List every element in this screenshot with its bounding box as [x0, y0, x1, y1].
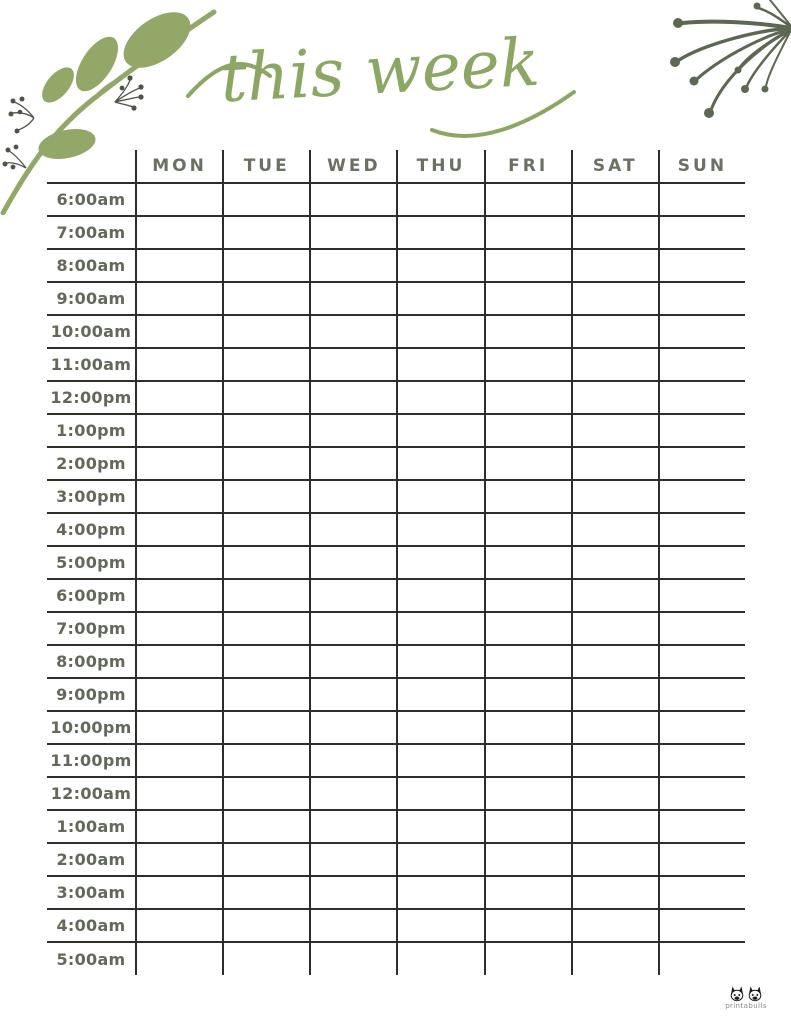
grid-cell-sun — [658, 778, 745, 809]
time-row — [47, 580, 745, 613]
grid-cell-thu — [396, 547, 483, 578]
grid-cell-sat — [571, 217, 658, 248]
grid-cell-sun — [658, 415, 745, 446]
grid-cell-mon — [135, 844, 222, 875]
grid-cell-mon — [135, 547, 222, 578]
grid-cell-sat — [571, 547, 658, 578]
grid-cell-fri — [484, 415, 571, 446]
time-row — [47, 877, 745, 910]
logo-text: printabulls — [725, 1002, 767, 1010]
planner-header-row — [47, 150, 745, 184]
grid-cell-thu — [396, 481, 483, 512]
day-header-sun: SUN — [658, 150, 745, 182]
grid-cell-sat — [571, 613, 658, 644]
grid-cell-fri — [484, 217, 571, 248]
time-row — [47, 646, 745, 679]
grid-cell-tue — [222, 316, 309, 347]
grid-cell-wed — [309, 415, 396, 446]
day-header-fri: FRI — [484, 150, 571, 182]
time-row — [47, 217, 745, 250]
grid-cell-fri — [484, 448, 571, 479]
grid-cell-mon — [135, 514, 222, 545]
grid-cell-mon — [135, 415, 222, 446]
time-label: 10:00pm — [50, 718, 132, 737]
time-label: 7:00pm — [56, 619, 126, 638]
grid-cell-sat — [571, 877, 658, 908]
grid-cell-mon — [135, 811, 222, 842]
grid-cell-tue — [222, 910, 309, 941]
grid-cell-sun — [658, 184, 745, 215]
grid-cell-tue — [222, 580, 309, 611]
grid-cell-sun — [658, 514, 745, 545]
grid-cell-sun — [658, 910, 745, 941]
grid-cell-wed — [309, 250, 396, 281]
grid-cell-fri — [484, 943, 571, 975]
time-label: 8:00am — [56, 256, 126, 275]
grid-cell-fri — [484, 811, 571, 842]
grid-cell-sun — [658, 745, 745, 776]
time-label: 9:00pm — [56, 685, 126, 704]
grid-cell-sun — [658, 943, 745, 975]
time-label: 5:00pm — [56, 553, 126, 572]
grid-cell-fri — [484, 580, 571, 611]
grid-cell-wed — [309, 316, 396, 347]
grid-cell-sun — [658, 712, 745, 743]
grid-cell-thu — [396, 613, 483, 644]
time-row — [47, 712, 745, 745]
grid-cell-mon — [135, 745, 222, 776]
grid-cell-wed — [309, 481, 396, 512]
time-label: 7:00am — [56, 223, 126, 242]
grid-cell-thu — [396, 877, 483, 908]
grid-cell-sat — [571, 514, 658, 545]
grid-cell-tue — [222, 613, 309, 644]
page-title-block — [180, 22, 580, 152]
grid-cell-mon — [135, 481, 222, 512]
grid-cell-tue — [222, 283, 309, 314]
grid-cell-thu — [396, 415, 483, 446]
grid-cell-thu — [396, 679, 483, 710]
grid-cell-tue — [222, 349, 309, 380]
time-row — [47, 811, 745, 844]
grid-cell-thu — [396, 448, 483, 479]
grid-cell-tue — [222, 184, 309, 215]
grid-cell-sun — [658, 877, 745, 908]
berry-twig-icon — [641, 0, 791, 130]
grid-cell-wed — [309, 613, 396, 644]
time-row — [47, 184, 745, 217]
grid-cell-wed — [309, 745, 396, 776]
page-title: this week — [218, 23, 542, 118]
grid-cell-mon — [135, 217, 222, 248]
grid-cell-wed — [309, 943, 396, 975]
time-label: 3:00pm — [56, 487, 126, 506]
grid-cell-sun — [658, 283, 745, 314]
grid-cell-sun — [658, 481, 745, 512]
grid-cell-sun — [658, 382, 745, 413]
grid-cell-mon — [135, 943, 222, 975]
time-row — [47, 448, 745, 481]
time-label: 1:00am — [56, 817, 126, 836]
grid-cell-wed — [309, 679, 396, 710]
grid-cell-sat — [571, 316, 658, 347]
grid-cell-fri — [484, 184, 571, 215]
grid-cell-wed — [309, 844, 396, 875]
grid-cell-wed — [309, 580, 396, 611]
time-row — [47, 316, 745, 349]
time-label: 11:00am — [50, 355, 132, 374]
grid-cell-sat — [571, 679, 658, 710]
grid-cell-sat — [571, 712, 658, 743]
grid-cell-sun — [658, 448, 745, 479]
grid-cell-wed — [309, 382, 396, 413]
grid-cell-mon — [135, 712, 222, 743]
grid-cell-thu — [396, 250, 483, 281]
time-row — [47, 349, 745, 382]
grid-cell-wed — [309, 547, 396, 578]
time-label: 8:00pm — [56, 652, 126, 671]
time-label: 3:00am — [56, 883, 126, 902]
grid-cell-sun — [658, 547, 745, 578]
grid-cell-sun — [658, 316, 745, 347]
grid-cell-tue — [222, 943, 309, 975]
time-label: 11:00pm — [50, 751, 132, 770]
grid-cell-mon — [135, 646, 222, 677]
grid-cell-thu — [396, 184, 483, 215]
grid-cell-fri — [484, 382, 571, 413]
grid-cell-wed — [309, 778, 396, 809]
time-label: 12:00pm — [50, 388, 132, 407]
grid-cell-sun — [658, 250, 745, 281]
time-label: 12:00am — [50, 784, 132, 803]
grid-cell-wed — [309, 184, 396, 215]
time-label: 10:00am — [50, 322, 132, 341]
grid-cell-fri — [484, 646, 571, 677]
time-row — [47, 382, 745, 415]
grid-cell-mon — [135, 679, 222, 710]
grid-cell-thu — [396, 844, 483, 875]
grid-cell-sat — [571, 349, 658, 380]
time-row — [47, 415, 745, 448]
grid-cell-wed — [309, 349, 396, 380]
grid-cell-thu — [396, 580, 483, 611]
grid-cell-wed — [309, 448, 396, 479]
grid-cell-wed — [309, 712, 396, 743]
time-row — [47, 943, 745, 975]
grid-cell-wed — [309, 283, 396, 314]
grid-cell-fri — [484, 250, 571, 281]
grid-cell-sat — [571, 448, 658, 479]
grid-cell-sun — [658, 646, 745, 677]
time-row — [47, 547, 745, 580]
grid-cell-sat — [571, 943, 658, 975]
grid-cell-wed — [309, 877, 396, 908]
grid-cell-tue — [222, 811, 309, 842]
time-label: 2:00pm — [56, 454, 126, 473]
time-row — [47, 514, 745, 547]
grid-cell-mon — [135, 580, 222, 611]
grid-cell-sat — [571, 415, 658, 446]
grid-cell-sun — [658, 580, 745, 611]
grid-cell-fri — [484, 547, 571, 578]
grid-cell-fri — [484, 844, 571, 875]
grid-cell-sat — [571, 481, 658, 512]
grid-cell-fri — [484, 349, 571, 380]
grid-cell-mon — [135, 448, 222, 479]
grid-cell-fri — [484, 316, 571, 347]
grid-cell-wed — [309, 811, 396, 842]
grid-cell-tue — [222, 745, 309, 776]
grid-cell-thu — [396, 514, 483, 545]
grid-cell-tue — [222, 382, 309, 413]
grid-cell-thu — [396, 778, 483, 809]
bulldogs-icon — [728, 986, 764, 1002]
time-label: 6:00am — [56, 190, 126, 209]
time-row — [47, 844, 745, 877]
grid-cell-sun — [658, 613, 745, 644]
grid-cell-fri — [484, 877, 571, 908]
grid-cell-mon — [135, 382, 222, 413]
grid-cell-fri — [484, 613, 571, 644]
grid-cell-tue — [222, 217, 309, 248]
planner-body — [47, 184, 745, 975]
grid-cell-thu — [396, 283, 483, 314]
grid-cell-mon — [135, 184, 222, 215]
grid-cell-sat — [571, 184, 658, 215]
grid-cell-tue — [222, 250, 309, 281]
grid-cell-mon — [135, 283, 222, 314]
grid-cell-sat — [571, 910, 658, 941]
grid-cell-wed — [309, 514, 396, 545]
grid-cell-fri — [484, 283, 571, 314]
grid-cell-tue — [222, 712, 309, 743]
time-row — [47, 679, 745, 712]
grid-cell-sat — [571, 382, 658, 413]
grid-cell-tue — [222, 448, 309, 479]
grid-cell-sat — [571, 580, 658, 611]
time-row — [47, 745, 745, 778]
grid-cell-wed — [309, 646, 396, 677]
grid-cell-sat — [571, 646, 658, 677]
grid-cell-tue — [222, 844, 309, 875]
grid-cell-thu — [396, 349, 483, 380]
time-label: 4:00am — [56, 916, 126, 935]
grid-cell-thu — [396, 712, 483, 743]
grid-cell-fri — [484, 745, 571, 776]
time-row — [47, 481, 745, 514]
grid-cell-sat — [571, 745, 658, 776]
planner-corner-cell — [47, 150, 135, 182]
grid-cell-sun — [658, 811, 745, 842]
grid-cell-mon — [135, 250, 222, 281]
time-label: 5:00am — [56, 949, 126, 969]
day-header-thu: THU — [396, 150, 483, 182]
grid-cell-thu — [396, 217, 483, 248]
grid-cell-thu — [396, 811, 483, 842]
grid-cell-sun — [658, 679, 745, 710]
grid-cell-fri — [484, 514, 571, 545]
time-row — [47, 613, 745, 646]
grid-cell-tue — [222, 646, 309, 677]
grid-cell-tue — [222, 679, 309, 710]
grid-cell-sat — [571, 283, 658, 314]
grid-cell-mon — [135, 910, 222, 941]
grid-cell-tue — [222, 514, 309, 545]
time-label: 2:00am — [56, 850, 126, 869]
grid-cell-thu — [396, 646, 483, 677]
grid-cell-fri — [484, 712, 571, 743]
grid-cell-mon — [135, 316, 222, 347]
grid-cell-thu — [396, 382, 483, 413]
grid-cell-tue — [222, 547, 309, 578]
grid-cell-sun — [658, 844, 745, 875]
time-row — [47, 910, 745, 943]
time-label: 4:00pm — [56, 520, 126, 539]
day-header-sat: SAT — [571, 150, 658, 182]
grid-cell-wed — [309, 910, 396, 941]
grid-cell-fri — [484, 679, 571, 710]
day-header-mon: MON — [135, 150, 222, 182]
grid-cell-thu — [396, 745, 483, 776]
day-header-tue: TUE — [222, 150, 309, 182]
grid-cell-thu — [396, 910, 483, 941]
time-row — [47, 250, 745, 283]
time-row — [47, 778, 745, 811]
grid-cell-mon — [135, 349, 222, 380]
time-label: 1:00pm — [56, 421, 126, 440]
grid-cell-thu — [396, 316, 483, 347]
time-label: 6:00pm — [56, 586, 126, 605]
printabulls-logo — [719, 986, 773, 1012]
grid-cell-sat — [571, 778, 658, 809]
grid-cell-wed — [309, 217, 396, 248]
grid-cell-mon — [135, 877, 222, 908]
grid-cell-tue — [222, 481, 309, 512]
grid-cell-fri — [484, 778, 571, 809]
grid-cell-tue — [222, 877, 309, 908]
grid-cell-sat — [571, 844, 658, 875]
grid-cell-sun — [658, 217, 745, 248]
grid-cell-sun — [658, 349, 745, 380]
grid-cell-tue — [222, 778, 309, 809]
grid-cell-thu — [396, 943, 483, 975]
grid-cell-fri — [484, 481, 571, 512]
grid-cell-sat — [571, 811, 658, 842]
day-header-wed: WED — [309, 150, 396, 182]
time-label: 9:00am — [56, 289, 126, 308]
grid-cell-sat — [571, 250, 658, 281]
grid-cell-mon — [135, 613, 222, 644]
grid-cell-tue — [222, 415, 309, 446]
time-row — [47, 283, 745, 316]
grid-cell-fri — [484, 910, 571, 941]
grid-cell-mon — [135, 778, 222, 809]
weekly-planner-grid — [47, 150, 745, 975]
